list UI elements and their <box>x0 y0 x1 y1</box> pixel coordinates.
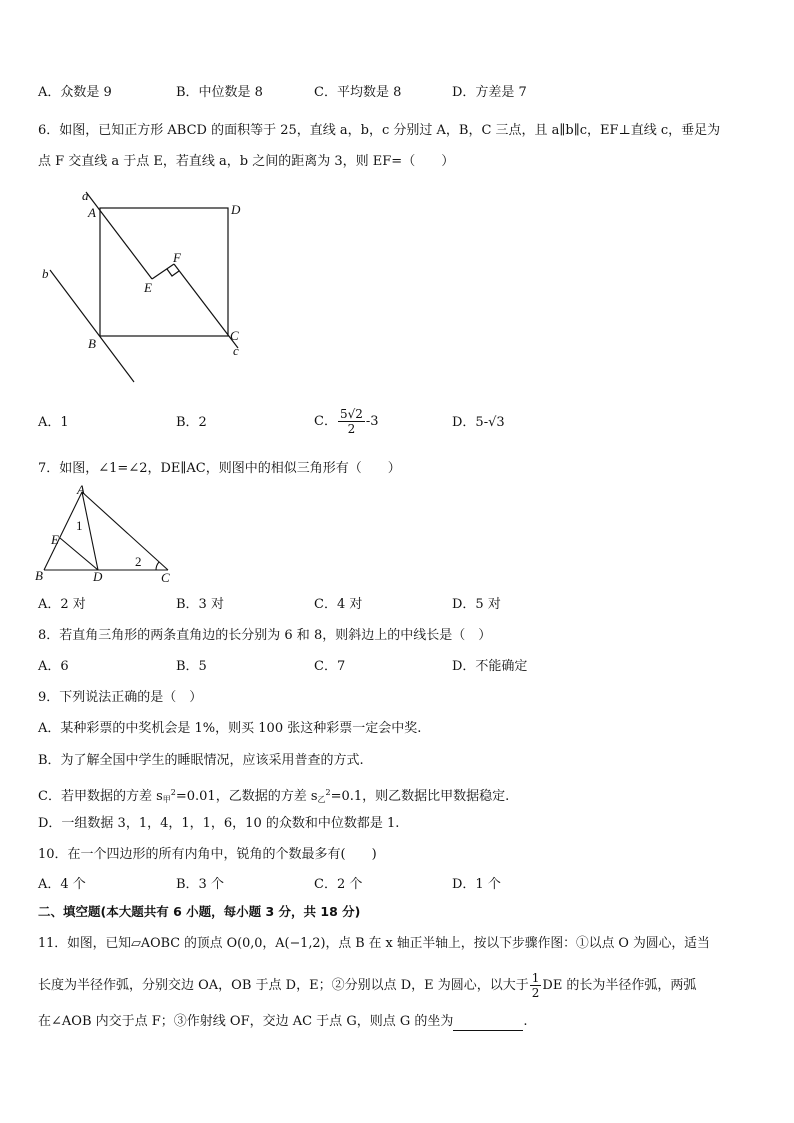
q6-stem-line1: 6．如图，已知正方形 ABCD 的面积等于 25，直线 a，b，c 分别过 A，B，C 三点，且 a∥b∥c，EF⊥直线 c，垂足为 <box>38 123 721 138</box>
q7-angle-mark-2 <box>156 562 159 570</box>
q6-option-b: B．2 <box>176 415 207 430</box>
q6-option-c-denominator: 2 <box>347 422 356 436</box>
q5-option-d: D．方差是 7 <box>452 85 527 100</box>
q6-label-E: E <box>144 280 152 295</box>
q9-option-c-part3: =0.1，则乙数据比甲数据稳定. <box>330 789 510 804</box>
q7-option-d: D．5 对 <box>452 597 501 612</box>
q11-line3-end: . <box>523 1014 528 1029</box>
q7-option-a: A．2 对 <box>38 597 86 612</box>
q6-option-c-fraction <box>338 407 365 436</box>
q7-option-c: C．4 对 <box>314 597 363 612</box>
q10-option-a: A．4 个 <box>38 877 86 892</box>
q9-option-c-sub-jia: 甲 <box>162 795 171 804</box>
q7-figure <box>32 480 182 588</box>
q6-option-d: D．5-√3 <box>452 415 505 430</box>
q9-option-c-sub-yi: 乙 <box>317 795 326 804</box>
q7-label-C: C <box>161 570 170 585</box>
q8-option-a: A．6 <box>38 659 69 674</box>
q6-stem-line2: 点 F 交直线 a 于点 E，若直线 a，b 之间的距离为 3，则 EF=（ ） <box>38 154 455 169</box>
q10-option-b: B．3 个 <box>176 877 224 892</box>
q8-stem: 8．若直角三角形的两条直角边的长分别为 6 和 8，则斜边上的中线长是（ ） <box>38 628 492 643</box>
q7-label-1: 1 <box>76 518 83 533</box>
q6-option-c-suffix: -3 <box>365 414 379 429</box>
q11-line3-text: 在∠AOB 内交于点 F；③作射线 OF，交边 AC 于点 G，则点 G 的坐为 <box>38 1014 454 1029</box>
q5-option-b: B．中位数是 8 <box>176 85 263 100</box>
q11-line1: 11．如图，已知▱AOBC 的顶点 O(0,0，A(−1,2)，点 B 在 x 轴正半轴上，按以下步骤作图：①以点 O 为圆心，适当 <box>38 936 710 951</box>
q6-label-c: c <box>233 343 239 358</box>
q9-option-c <box>38 784 509 809</box>
q11-fraction-denominator: 2 <box>531 986 540 1000</box>
q9-option-d: D．一组数据 3，1，4，1，1，6，10 的众数和中位数都是 1. <box>38 816 400 831</box>
q6-segment-EF <box>152 264 174 279</box>
q11-line2 <box>38 968 696 1004</box>
q7-label-2: 2 <box>135 554 142 569</box>
q8-option-d: D．不能确定 <box>452 659 528 674</box>
q10-option-c: C．2 个 <box>314 877 363 892</box>
q10-stem: 10．在一个四边形的所有内角中，锐角的个数最多有( ) <box>38 847 377 862</box>
q6-option-c-numerator: 5√2 <box>339 407 363 421</box>
q6-label-D: D <box>231 202 241 217</box>
q6-label-A: A <box>88 205 96 220</box>
q8-option-b: B．5 <box>176 659 207 674</box>
q6-label-a: a <box>82 188 89 203</box>
q7-label-E: E <box>51 532 59 547</box>
q6-right-angle-mark <box>167 269 179 276</box>
q9-option-c-part1: C．若甲数据的方差 s <box>38 789 163 804</box>
q7-option-b: B．3 对 <box>176 597 224 612</box>
q8-option-c: C．7 <box>314 659 346 674</box>
q6-label-C: C <box>230 328 239 343</box>
q6-label-F: F <box>173 250 181 265</box>
q7-label-B: B <box>35 568 43 583</box>
q11-fraction-numerator: 1 <box>531 971 540 985</box>
q5-option-c: C．平均数是 8 <box>314 85 402 100</box>
q11-answer-blank[interactable] <box>453 1016 523 1031</box>
q6-label-b: b <box>42 266 49 281</box>
q6-line-b <box>50 270 134 382</box>
q11-line3 <box>38 1013 528 1031</box>
q10-option-d: D．1 个 <box>452 877 501 892</box>
q9-stem: 9．下列说法正确的是（ ） <box>38 690 203 705</box>
q6-label-B: B <box>88 336 96 351</box>
q6-option-c-prefix: C． <box>314 414 337 429</box>
q9-option-c-sup2: 2 <box>325 788 331 797</box>
q11-line2-part1: 长度为半径作弧，分别交边 OA，OB 于点 D，E；②分别以点 D，E 为圆心，以大于 <box>38 978 529 993</box>
q9-option-b: B．为了解全国中学生的睡眠情况，应该采用普查的方式. <box>38 753 364 768</box>
q6-option-a: A．1 <box>38 415 69 430</box>
q9-option-a: A．某种彩票的中奖机会是 1%，则买 100 张这种彩票一定会中奖. <box>38 721 422 736</box>
q6-option-c <box>314 402 379 442</box>
q7-label-A: A <box>77 482 85 497</box>
q11-line2-part2: DE 的长为半径作弧，两弧 <box>542 978 697 993</box>
section-heading-fill-in: 二、填空题(本大题共有 6 小题，每小题 3 分，共 18 分) <box>38 904 361 919</box>
q7-label-D: D <box>93 569 103 584</box>
q11-fraction <box>530 971 542 1000</box>
q6-square <box>100 208 228 336</box>
q6-figure <box>30 182 260 386</box>
q9-option-c-part2: =0.01，乙数据的方差 s <box>175 789 318 804</box>
q7-side-AC <box>82 492 168 570</box>
q5-option-a: A．众数是 9 <box>38 85 112 100</box>
q9-option-c-sup1: 2 <box>170 788 176 797</box>
q7-stem: 7．如图，∠1=∠2，DE∥AC，则图中的相似三角形有（ ） <box>38 461 401 476</box>
